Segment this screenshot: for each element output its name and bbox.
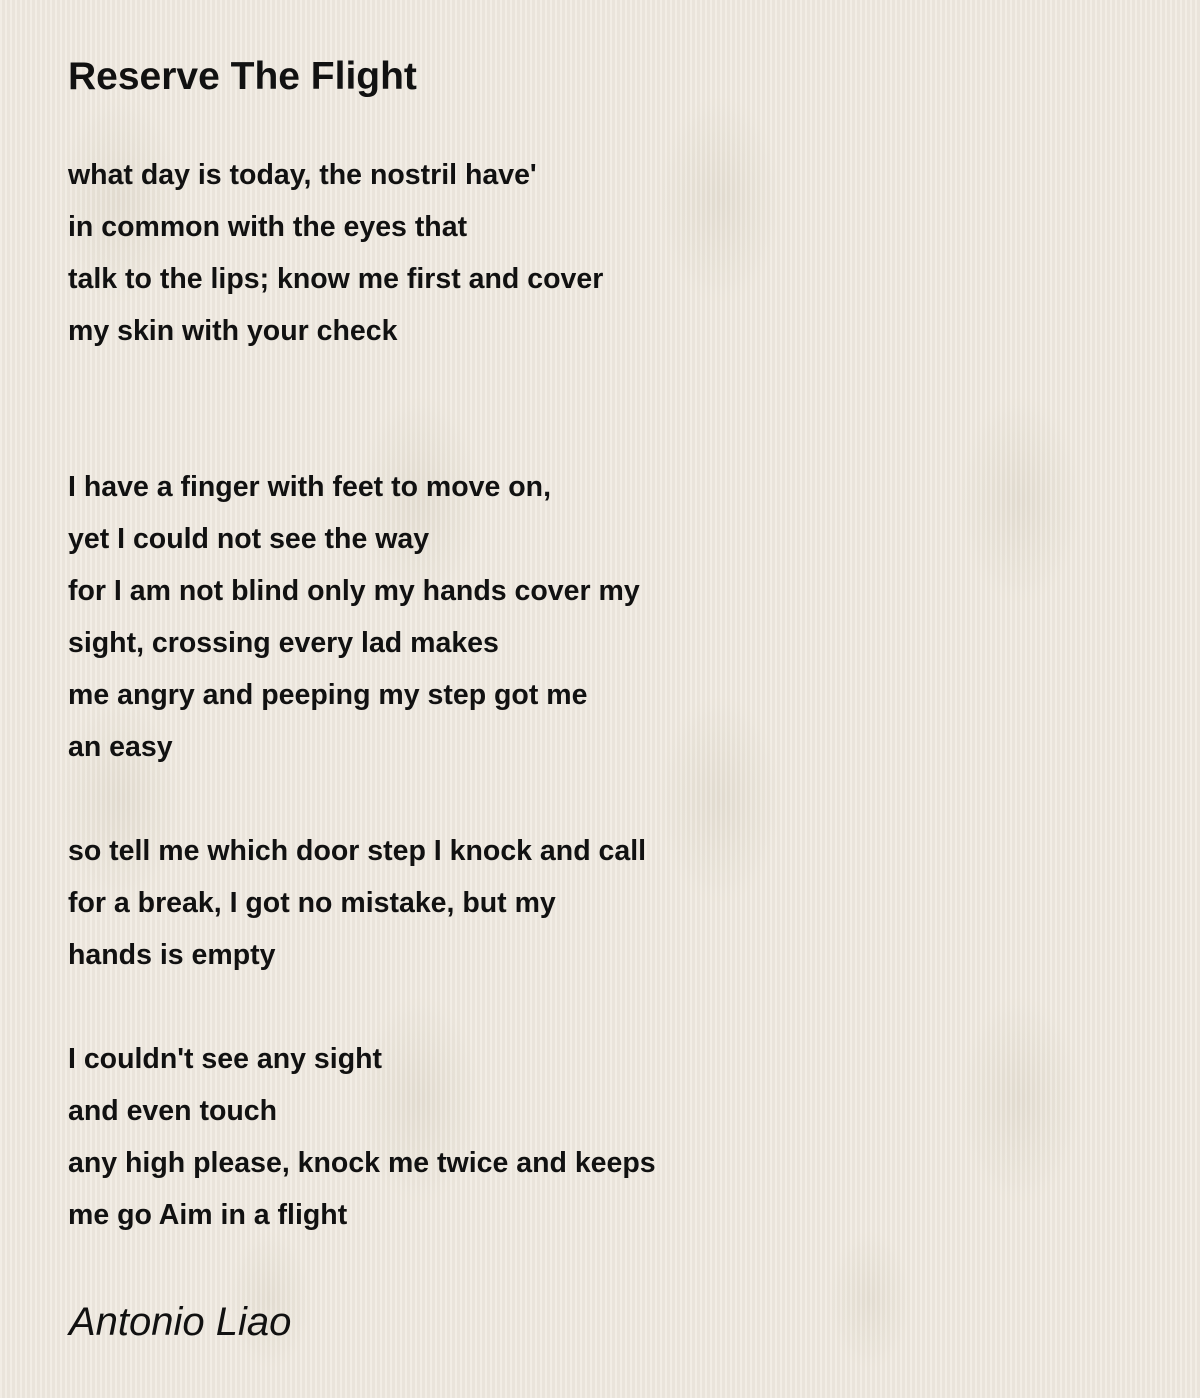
poem-line: I have a finger with feet to move on, bbox=[68, 471, 551, 503]
stanza-break bbox=[68, 773, 656, 825]
poem-line: and even touch bbox=[68, 1095, 278, 1127]
poem-line: me go Aim in a flight bbox=[68, 1199, 348, 1231]
poem-title: Reserve The Flight bbox=[68, 55, 417, 98]
poem-line: so tell me which door step I knock and call bbox=[68, 835, 647, 867]
poem-author: Antonio Liao bbox=[69, 1300, 292, 1344]
stanza-break bbox=[68, 981, 656, 1033]
poem-line: what day is today, the nostril have' bbox=[68, 159, 537, 191]
poem-line: me angry and peeping my step got me bbox=[68, 679, 588, 711]
poem-line: sight, crossing every lad makes bbox=[68, 627, 499, 659]
poem-line: yet I could not see the way bbox=[68, 523, 430, 555]
stanza-break bbox=[68, 357, 656, 409]
poem-line: an easy bbox=[68, 731, 173, 763]
poem-line: for I am not blind only my hands cover my bbox=[68, 575, 640, 607]
poem-line: any high please, knock me twice and keeps bbox=[68, 1147, 656, 1179]
poem-line: hands is empty bbox=[68, 939, 276, 971]
poem-line: talk to the lips; know me first and cover bbox=[68, 263, 604, 295]
poem-line: my skin with your check bbox=[68, 315, 398, 347]
poem-line: I couldn't see any sight bbox=[68, 1043, 383, 1075]
stanza-break bbox=[68, 409, 656, 461]
poem-line: in common with the eyes that bbox=[68, 211, 468, 243]
poem-line: for a break, I got no mistake, but my bbox=[68, 887, 556, 919]
poem-body bbox=[68, 149, 656, 1241]
